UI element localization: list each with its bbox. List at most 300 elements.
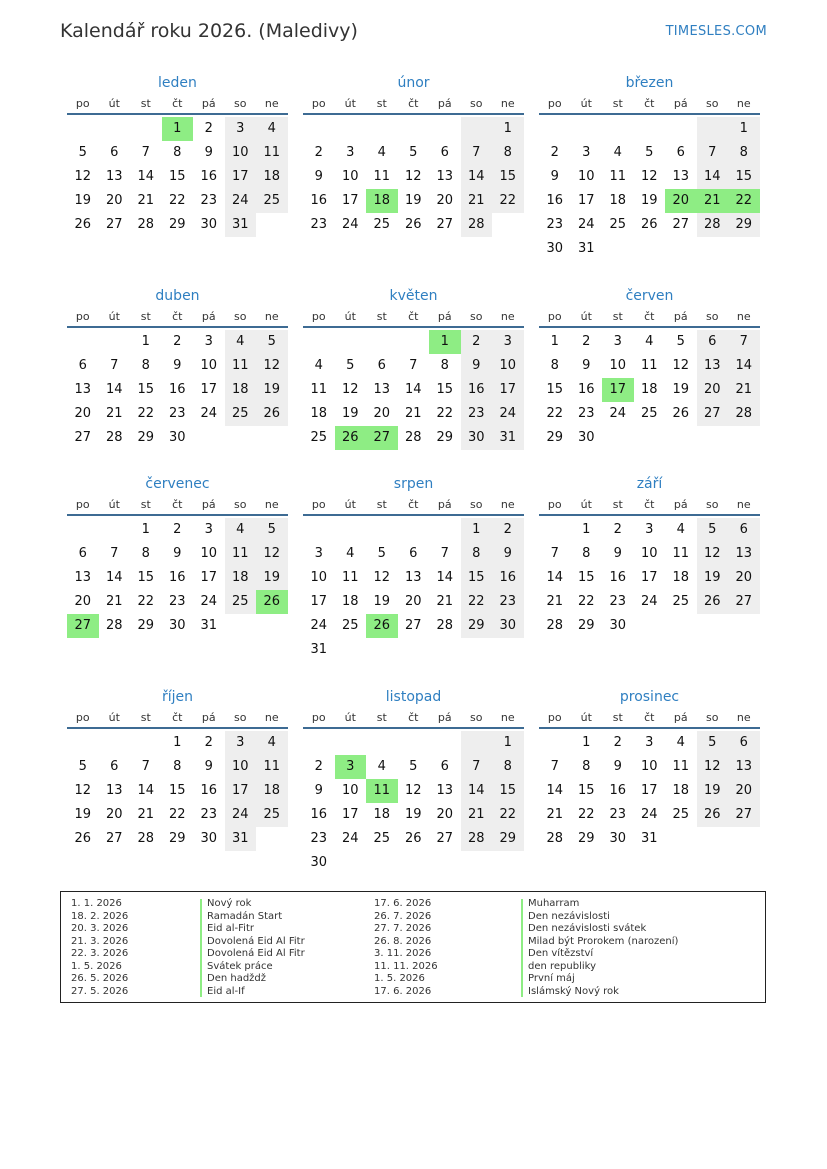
weekday-label: po: [547, 97, 562, 110]
legend-holiday-name: Den nezávislosti: [528, 910, 610, 922]
weekday-label: ne: [736, 97, 751, 110]
day-cell: 27: [105, 831, 123, 846]
day-cell: 31: [225, 827, 257, 851]
weekday-label: st: [140, 97, 151, 110]
empty-cell: [602, 117, 634, 141]
month-3: [67, 285, 288, 450]
day-cell: 23: [609, 807, 627, 822]
day-cell: 17: [492, 378, 524, 402]
month-name: červen: [625, 288, 674, 304]
day-cell: 10: [577, 169, 595, 184]
weekday-label: so: [234, 498, 247, 511]
weekday-label: so: [470, 310, 483, 323]
day-cell: 2: [550, 145, 559, 160]
day-cell: 10: [640, 759, 658, 774]
day-cell: 9: [461, 354, 493, 378]
month-name: říjen: [161, 689, 194, 705]
day-cell: 14: [137, 169, 155, 184]
weekday-label: st: [140, 498, 151, 511]
day-cell: 18: [341, 594, 359, 609]
legend-divider: [200, 899, 202, 997]
day-cell: 15: [168, 169, 186, 184]
weekday-label: st: [376, 97, 387, 110]
weekday-label: po: [311, 97, 326, 110]
day-cell: 25: [341, 618, 359, 633]
day-cell: 26: [256, 402, 288, 426]
day-cell: 9: [204, 145, 213, 160]
day-cell: 19: [341, 406, 359, 421]
month-name: listopad: [385, 689, 442, 705]
month-9: [67, 686, 288, 851]
day-cell: 15: [546, 382, 564, 397]
day-cell: 16: [200, 783, 218, 798]
day-cell: 26: [74, 217, 92, 232]
empty-cell: [429, 117, 461, 141]
empty-cell: [303, 117, 335, 141]
day-cell: 2: [613, 522, 622, 537]
day-cell: 27: [436, 217, 454, 232]
day-cell: 12: [341, 382, 359, 397]
day-cell: 31: [200, 618, 218, 633]
day-cell: 10: [200, 358, 218, 373]
empty-cell: [461, 731, 493, 755]
day-cell: 25: [256, 189, 288, 213]
day-cell: 7: [440, 546, 449, 561]
day-grid: [303, 115, 524, 237]
day-cell: 27: [436, 831, 454, 846]
day-cell: 4: [676, 522, 685, 537]
day-cell: 24: [341, 831, 359, 846]
day-cell: 24: [200, 406, 218, 421]
day-cell: 8: [461, 542, 493, 566]
day-cell: 24: [200, 594, 218, 609]
month-name: srpen: [393, 476, 434, 492]
weekday-label: út: [580, 498, 592, 511]
day-cell: 28: [546, 618, 564, 633]
day-cell: 14: [105, 570, 123, 585]
day-cell: 27: [728, 803, 760, 827]
day-cell: 5: [377, 546, 386, 561]
weekday-label: st: [140, 310, 151, 323]
day-cell: 7: [110, 358, 119, 373]
holiday-day: 20: [665, 189, 697, 213]
weekday-label: pá: [673, 310, 688, 323]
day-cell: 27: [672, 217, 690, 232]
day-cell: 23: [200, 807, 218, 822]
day-cell: 10: [609, 358, 627, 373]
day-cell: 23: [546, 217, 564, 232]
day-cell: 4: [314, 358, 323, 373]
holiday-legend: [60, 891, 766, 1003]
legend-date: 26. 5. 2026: [71, 973, 129, 984]
day-cell: 22: [461, 590, 493, 614]
day-cell: 20: [74, 406, 92, 421]
day-cell: 4: [676, 735, 685, 750]
day-cell: 28: [461, 827, 493, 851]
month-name: duben: [155, 288, 200, 304]
day-cell: 3: [582, 145, 591, 160]
day-cell: 5: [697, 518, 729, 542]
day-cell: 11: [225, 542, 257, 566]
day-cell: 2: [173, 334, 182, 349]
day-cell: 15: [168, 783, 186, 798]
day-cell: 13: [672, 169, 690, 184]
weekday-label: so: [234, 97, 247, 110]
day-cell: 10: [341, 169, 359, 184]
weekday-label: ne: [264, 310, 279, 323]
legend-holiday-name: Milad být Prorokem (narození): [528, 935, 679, 947]
day-cell: 3: [346, 145, 355, 160]
weekday-label: pá: [673, 711, 688, 724]
day-cell: 21: [546, 594, 564, 609]
weekday-label: st: [612, 310, 623, 323]
weekday-header: [539, 307, 760, 328]
day-cell: 26: [697, 803, 729, 827]
day-cell: 19: [640, 193, 658, 208]
day-cell: 19: [404, 807, 422, 822]
day-grid: [539, 328, 760, 450]
day-cell: 11: [672, 546, 690, 561]
empty-cell: [303, 731, 335, 755]
weekday-header: [303, 94, 524, 115]
day-cell: 7: [141, 759, 150, 774]
day-cell: 19: [672, 382, 690, 397]
day-cell: 15: [577, 570, 595, 585]
day-cell: 8: [492, 755, 524, 779]
day-cell: 20: [105, 193, 123, 208]
month-name: září: [636, 476, 663, 492]
empty-cell: [539, 117, 571, 141]
day-cell: 3: [492, 330, 524, 354]
day-cell: 9: [613, 759, 622, 774]
weekday-label: st: [612, 711, 623, 724]
day-cell: 17: [200, 570, 218, 585]
day-cell: 22: [168, 193, 186, 208]
day-cell: 9: [314, 783, 323, 798]
day-cell: 28: [105, 430, 123, 445]
day-cell: 24: [640, 807, 658, 822]
weekday-label: út: [580, 310, 592, 323]
day-cell: 26: [404, 217, 422, 232]
day-cell: 17: [200, 382, 218, 397]
holiday-day: 18: [366, 189, 398, 213]
day-cell: 25: [225, 402, 257, 426]
day-cell: 2: [492, 518, 524, 542]
weekday-header: [67, 307, 288, 328]
day-cell: 26: [404, 831, 422, 846]
empty-cell: [634, 117, 666, 141]
day-cell: 19: [404, 193, 422, 208]
weekday-label: st: [376, 711, 387, 724]
day-cell: 17: [310, 594, 328, 609]
day-cell: 11: [609, 169, 627, 184]
day-cell: 13: [74, 570, 92, 585]
day-cell: 23: [310, 831, 328, 846]
day-cell: 30: [577, 430, 595, 445]
day-cell: 30: [168, 618, 186, 633]
day-cell: 23: [577, 406, 595, 421]
day-cell: 13: [728, 755, 760, 779]
day-grid: [303, 516, 524, 662]
empty-cell: [366, 731, 398, 755]
day-cell: 6: [440, 145, 449, 160]
day-cell: 4: [645, 334, 654, 349]
empty-cell: [99, 731, 131, 755]
legend-holiday-name: Den hadždž: [207, 973, 267, 984]
weekday-label: pá: [201, 310, 216, 323]
legend-holiday-name: Eid al-If: [207, 985, 245, 997]
day-cell: 8: [173, 759, 182, 774]
day-cell: 5: [645, 145, 654, 160]
weekday-label: po: [75, 97, 90, 110]
day-cell: 17: [225, 779, 257, 803]
holiday-day: 26: [366, 614, 398, 638]
legend-date: 3. 11. 2026: [374, 948, 432, 959]
month-name: květen: [389, 288, 438, 304]
empty-cell: [99, 330, 131, 354]
day-cell: 16: [310, 807, 328, 822]
month-10: [303, 686, 524, 875]
weekday-label: ne: [736, 498, 751, 511]
day-cell: 13: [436, 783, 454, 798]
day-cell: 27: [404, 618, 422, 633]
month-name: únor: [397, 75, 430, 91]
day-cell: 10: [310, 570, 328, 585]
empty-cell: [67, 330, 99, 354]
day-cell: 17: [577, 193, 595, 208]
day-cell: 25: [640, 406, 658, 421]
day-cell: 4: [613, 145, 622, 160]
weekday-label: ne: [500, 97, 515, 110]
day-cell: 21: [546, 807, 564, 822]
weekday-label: po: [311, 711, 326, 724]
day-cell: 22: [577, 594, 595, 609]
day-cell: 11: [672, 759, 690, 774]
weekday-label: so: [470, 498, 483, 511]
day-cell: 21: [105, 406, 123, 421]
holiday-day: 11: [366, 779, 398, 803]
day-cell: 29: [137, 430, 155, 445]
legend-holiday-name: Dovolená Eid Al Fitr: [207, 935, 305, 947]
legend-holiday-name: První máj: [528, 973, 575, 984]
day-cell: 29: [168, 217, 186, 232]
day-cell: 11: [640, 358, 658, 373]
day-cell: 20: [728, 779, 760, 803]
day-cell: 5: [409, 145, 418, 160]
day-cell: 7: [461, 755, 493, 779]
weekday-label: pá: [201, 711, 216, 724]
day-cell: 23: [310, 217, 328, 232]
weekday-label: pá: [437, 97, 452, 110]
day-cell: 12: [373, 570, 391, 585]
weekday-header: [539, 708, 760, 729]
day-cell: 14: [461, 165, 493, 189]
day-cell: 5: [256, 518, 288, 542]
day-cell: 1: [173, 735, 182, 750]
month-name: březen: [625, 75, 674, 91]
empty-cell: [99, 117, 131, 141]
legend-holiday-name: Den vítězství: [528, 948, 594, 959]
day-cell: 24: [640, 594, 658, 609]
weekday-label: st: [612, 97, 623, 110]
day-cell: 5: [78, 145, 87, 160]
holiday-day: 1: [162, 117, 194, 141]
weekday-label: pá: [437, 711, 452, 724]
day-cell: 25: [373, 217, 391, 232]
day-cell: 18: [672, 570, 690, 585]
weekday-label: pá: [201, 97, 216, 110]
weekday-label: so: [234, 711, 247, 724]
day-cell: 14: [546, 570, 564, 585]
day-cell: 17: [640, 783, 658, 798]
empty-cell: [461, 117, 493, 141]
legend-holiday-name: Nový rok: [207, 898, 252, 909]
day-cell: 12: [256, 542, 288, 566]
day-cell: 16: [200, 169, 218, 184]
day-grid: [539, 115, 760, 261]
day-cell: 12: [404, 783, 422, 798]
weekday-label: po: [547, 711, 562, 724]
weekday-label: ne: [264, 97, 279, 110]
day-cell: 18: [225, 566, 257, 590]
day-cell: 28: [546, 831, 564, 846]
weekday-label: po: [311, 498, 326, 511]
day-cell: 9: [613, 546, 622, 561]
day-cell: 15: [577, 783, 595, 798]
day-cell: 8: [728, 141, 760, 165]
day-cell: 18: [373, 807, 391, 822]
day-cell: 2: [613, 735, 622, 750]
day-cell: 28: [137, 217, 155, 232]
day-cell: 21: [728, 378, 760, 402]
day-cell: 3: [225, 117, 257, 141]
day-grid: [67, 729, 288, 851]
day-cell: 4: [346, 546, 355, 561]
weekday-label: po: [547, 310, 562, 323]
day-cell: 31: [310, 642, 328, 657]
day-cell: 1: [141, 334, 150, 349]
day-cell: 28: [137, 831, 155, 846]
day-cell: 8: [492, 141, 524, 165]
day-cell: 12: [672, 358, 690, 373]
day-cell: 4: [256, 117, 288, 141]
empty-cell: [366, 117, 398, 141]
legend-date: 17. 6. 2026: [374, 898, 432, 909]
day-cell: 20: [74, 594, 92, 609]
day-grid: [539, 729, 760, 851]
holiday-day: 22: [728, 189, 760, 213]
weekday-label: út: [108, 97, 120, 110]
weekday-label: st: [612, 498, 623, 511]
day-cell: 19: [697, 566, 729, 590]
day-cell: 23: [609, 594, 627, 609]
day-cell: 28: [697, 213, 729, 237]
day-cell: 30: [200, 217, 218, 232]
holiday-day: 3: [335, 755, 367, 779]
legend-names-2: [528, 898, 678, 998]
day-cell: 4: [377, 145, 386, 160]
day-cell: 14: [137, 783, 155, 798]
weekday-label: ne: [736, 310, 751, 323]
day-cell: 10: [640, 546, 658, 561]
day-cell: 15: [436, 382, 454, 397]
day-cell: 2: [314, 145, 323, 160]
day-cell: 24: [577, 217, 595, 232]
day-cell: 3: [645, 522, 654, 537]
month-8: [539, 473, 760, 638]
day-cell: 14: [404, 382, 422, 397]
day-cell: 5: [346, 358, 355, 373]
day-cell: 20: [404, 594, 422, 609]
day-cell: 26: [74, 831, 92, 846]
weekday-label: so: [470, 97, 483, 110]
day-cell: 9: [173, 546, 182, 561]
day-cell: 8: [173, 145, 182, 160]
day-cell: 19: [256, 378, 288, 402]
day-cell: 29: [461, 614, 493, 638]
day-cell: 8: [141, 358, 150, 373]
day-cell: 16: [461, 378, 493, 402]
day-cell: 29: [546, 430, 564, 445]
day-cell: 24: [609, 406, 627, 421]
legend-date: 11. 11. 2026: [374, 960, 438, 972]
day-cell: 28: [105, 618, 123, 633]
month-5: [539, 285, 760, 450]
day-cell: 11: [341, 570, 359, 585]
empty-cell: [398, 518, 430, 542]
empty-cell: [697, 117, 729, 141]
day-cell: 21: [436, 594, 454, 609]
weekday-label: so: [234, 310, 247, 323]
day-cell: 6: [409, 546, 418, 561]
legend-date: 27. 5. 2026: [71, 985, 129, 997]
day-cell: 26: [697, 590, 729, 614]
day-cell: 19: [74, 193, 92, 208]
weekday-label: čt: [172, 310, 183, 323]
weekday-label: st: [140, 711, 151, 724]
day-cell: 5: [697, 731, 729, 755]
day-cell: 14: [728, 354, 760, 378]
holiday-day: 27: [366, 426, 398, 450]
legend-date: 26. 7. 2026: [374, 910, 432, 922]
day-cell: 20: [436, 807, 454, 822]
weekday-label: po: [547, 498, 562, 511]
day-cell: 31: [492, 426, 524, 450]
weekday-label: út: [344, 97, 356, 110]
month-0: [67, 72, 288, 237]
weekday-label: čt: [172, 711, 183, 724]
empty-cell: [67, 518, 99, 542]
day-cell: 23: [492, 590, 524, 614]
day-cell: 17: [225, 165, 257, 189]
day-cell: 18: [609, 193, 627, 208]
weekday-label: so: [706, 310, 719, 323]
day-cell: 26: [672, 406, 690, 421]
day-cell: 19: [373, 594, 391, 609]
weekday-label: út: [108, 498, 120, 511]
day-cell: 29: [436, 430, 454, 445]
day-cell: 28: [728, 402, 760, 426]
day-cell: 6: [110, 759, 119, 774]
day-cell: 12: [74, 783, 92, 798]
day-cell: 27: [74, 430, 92, 445]
empty-cell: [303, 518, 335, 542]
day-cell: 13: [697, 354, 729, 378]
day-cell: 2: [173, 522, 182, 537]
weekday-label: ne: [264, 498, 279, 511]
brand-link[interactable]: TIMESLES.COM: [665, 24, 767, 39]
empty-cell: [130, 117, 162, 141]
